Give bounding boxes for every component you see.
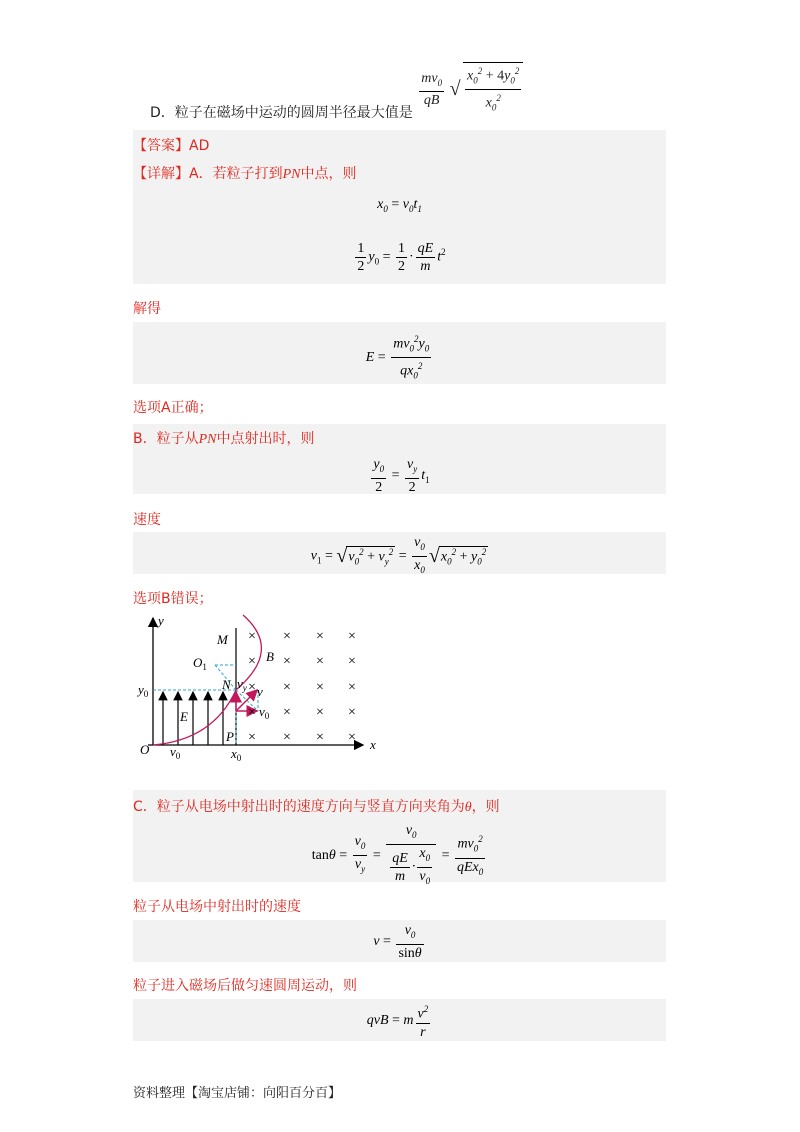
v-label: v xyxy=(257,684,263,699)
svg-text:×: × xyxy=(348,629,356,644)
detail-line: 【详解】A．若粒子打到PN中点，则 xyxy=(133,166,357,182)
svg-text:×: × xyxy=(316,705,324,720)
svg-text:×: × xyxy=(283,654,291,669)
o1-label: $O_1$ xyxy=(193,655,207,672)
option-d-formula: $\frac{mv_0}{qB}$ √ $\frac{x_0^2 + 4y_0^2}{x_0^2}$ xyxy=(417,62,525,117)
m-label: M xyxy=(217,632,228,647)
y0-label: $y_0$ xyxy=(138,682,149,699)
svg-text:×: × xyxy=(248,730,256,745)
svg-text:×: × xyxy=(283,730,291,745)
svg-text:×: × xyxy=(348,680,356,695)
option-d-text: D．粒子在磁场中运动的圆周半径最大值是 xyxy=(150,105,413,122)
svg-text:×: × xyxy=(316,730,324,745)
detail-label: 【详解】 xyxy=(133,166,189,182)
magnetic-field-crosses xyxy=(248,629,356,745)
svg-text:×: × xyxy=(316,654,324,669)
origin-label: O xyxy=(140,742,150,757)
magnetic-label: 粒子进入磁场后做匀速圆周运动，则 xyxy=(133,978,357,994)
answer-value: AD xyxy=(189,138,210,154)
x0-label: $x_0$ xyxy=(231,746,242,763)
svg-text:×: × xyxy=(348,705,356,720)
p-label: P xyxy=(226,729,234,744)
svg-text:×: × xyxy=(348,730,356,745)
svg-text:×: × xyxy=(248,705,256,720)
answer-label: 【答案】 xyxy=(133,138,189,154)
y-axis-label: y xyxy=(158,613,164,628)
electric-field-arrows xyxy=(163,692,223,745)
svg-text:×: × xyxy=(248,680,256,695)
option-d xyxy=(150,62,525,122)
svg-text:×: × xyxy=(316,629,324,644)
part-b-line: B．粒子从PN中点射出时，则 xyxy=(133,431,315,447)
svg-text:×: × xyxy=(248,654,256,669)
vy-label: $v_y$ xyxy=(237,676,247,693)
answer-line xyxy=(133,135,209,155)
speed-label: 速度 xyxy=(133,512,161,528)
n-label: N xyxy=(222,677,231,692)
footer-source: 资料整理【淘宝店铺：向阳百分百】 xyxy=(133,1086,342,1101)
svg-text:×: × xyxy=(283,705,291,720)
svg-text:×: × xyxy=(316,680,324,695)
solve-label: 解得 xyxy=(133,301,161,317)
x-axis-label: x xyxy=(370,737,376,752)
conclusion-b: 选项B错误； xyxy=(133,591,213,607)
v0-origin-label: $v_0$ xyxy=(170,744,181,761)
svg-text:×: × xyxy=(248,629,256,644)
b-label: B xyxy=(266,649,274,664)
conclusion-a: 选项A正确； xyxy=(133,400,213,416)
svg-text:×: × xyxy=(348,654,356,669)
svg-text:×: × xyxy=(283,680,291,695)
part-c-line: C．粒子从电场中射出时的速度方向与竖直方向夹角为θ，则 xyxy=(133,799,500,815)
exit-speed-label: 粒子从电场中射出时的速度 xyxy=(133,899,301,915)
v0-label: $v_0$ xyxy=(259,704,270,721)
physics-diagram xyxy=(133,610,393,770)
e-label: E xyxy=(180,709,188,724)
svg-text:×: × xyxy=(283,629,291,644)
